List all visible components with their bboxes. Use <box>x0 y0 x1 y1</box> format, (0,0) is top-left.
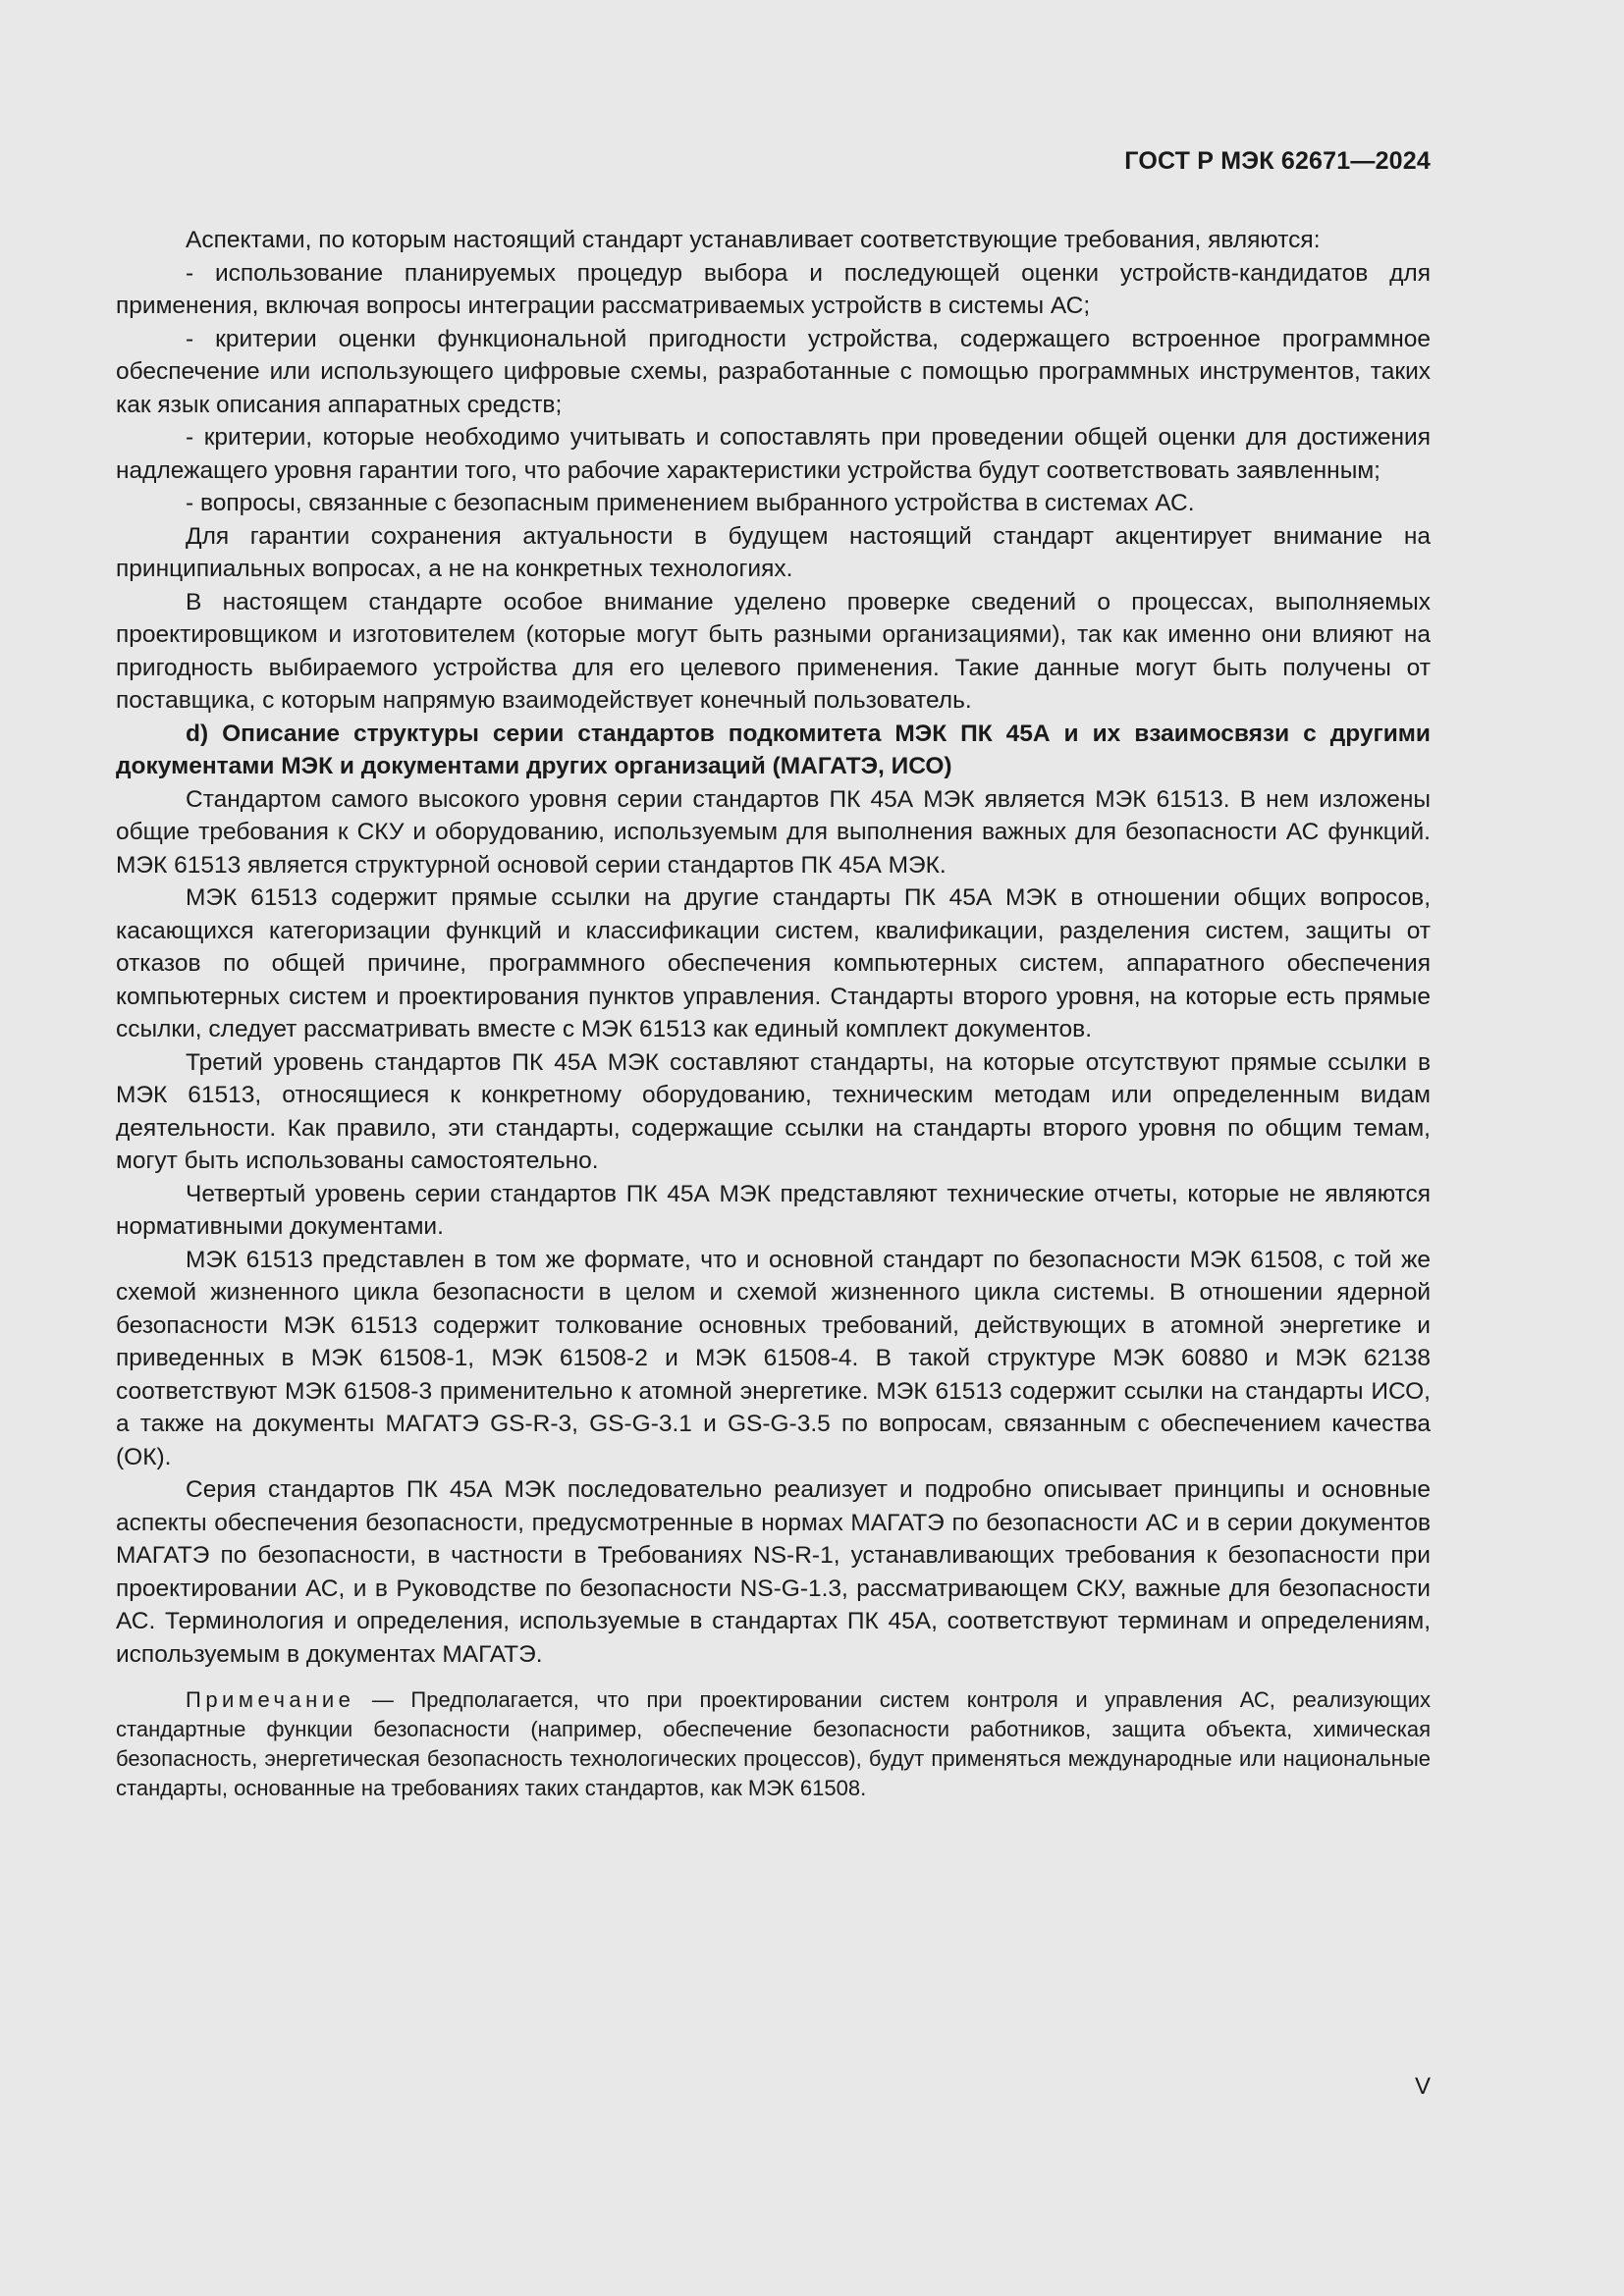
page-number: V <box>1414 2073 1431 2100</box>
document-body <box>116 224 1431 1803</box>
list-item: - вопросы, связанные с безопасным применением выбранного устройства в системах АС. <box>186 490 1195 516</box>
list-item: - критерии, которые необходимо учитывать и сопоставлять при проведении общей оценки для достижения надлежащего уровня гарантии того, что рабочие характеристики устройства будут соответствовать заявленным; <box>116 424 1431 484</box>
list-item: - критерии оценки функциональной пригодности устройства, содержащего встроенное программное обеспечение или использующего цифровые схемы, разработанные с помощью программных инструментов, таких как язык описания аппаратных средств; <box>116 325 1431 418</box>
note-text: — Предполагается, что при проектировании систем контроля и управления АС, реализующих стандартные функции безопасности (например, обеспечение безопасности работников, защита объекта, химическая безопасность, энергетическая безопасность технологических процессов), будут применяться международные или национальные стандарты, основанные на требованиях таких стандартов, как МЭК 61508. <box>116 1687 1431 1800</box>
body-paragraph: Серия стандартов ПК 45А МЭК последовательно реализует и подробно описывает принципы и основные аспекты обеспечения безопасности, предусмотренные в нормах МАГАТЭ по безопасности АС и в серии документов МАГАТЭ по безопасности, в частности в Требованиях NS-R-1, устанавливающих требования к безопасности при проектировании АС, и в Руководстве по безопасности NS-G-1.3, рассматривающем СКУ, важные для безопасности АС. Терминология и определения, используемые в стандартах ПК 45А, соответствуют терминам и определениям, используемым в документах МАГАТЭ. <box>116 1476 1431 1668</box>
document-code-header: ГОСТ Р МЭК 62671—2024 <box>1124 147 1431 175</box>
body-paragraph: Третий уровень стандартов ПК 45А МЭК составляют стандарты, на которые отсутствуют прямые ссылки в МЭК 61513, относящиеся к конкретному оборудованию, техническим методам или определенным видам деятельности. Как правило, эти стандарты, содержащие ссылки на стандарты второго уровня по общим темам, могут быть использованы самостоятельно. <box>116 1048 1431 1174</box>
body-paragraph: МЭК 61513 содержит прямые ссылки на другие стандарты ПК 45А МЭК в отношении общих вопросов, касающихся категоризации функций и классификации систем, квалификации, разделения систем, защиты от отказов по общей причине, программного обеспечения компьютерных систем, аппаратного обеспечения компьютерных систем и проектирования пунктов управления. Стандарты второго уровня, на которые есть прямые ссылки, следует рассматривать вместе с МЭК 61513 как единый комплект документов. <box>116 884 1431 1042</box>
body-paragraph: Стандартом самого высокого уровня серии стандартов ПК 45А МЭК является МЭК 61513. В нем изложены общие требования к СКУ и оборудованию, используемым для выполнения важных для безопасности АС функций. МЭК 61513 является структурной основой серии стандартов ПК 45А МЭК. <box>116 785 1431 879</box>
body-paragraph: МЭК 61513 представлен в том же формате, что и основной стандарт по безопасности МЭК 61508, с той же схемой жизненного цикла безопасности в целом и схемой жизненного цикла системы. В отношении ядерной безопасности МЭК 61513 содержит толкование основных требований, действующих в атомной энергетике и приведенных в МЭК 61508-1, МЭК 61508-2 и МЭК 61508-4. В такой структуре МЭК 60880 и МЭК 62138 соответствуют МЭК 61508-3 применительно к атомной энергетике. МЭК 61513 содержит ссылки на стандарты ИСО, а также на документы МАГАТЭ GS-R-3, GS-G-3.1 и GS-G-3.5 по вопросам, связанным с обеспечением качества (ОК). <box>116 1246 1431 1470</box>
body-paragraph: Для гарантии сохранения актуальности в будущем настоящий стандарт акцентирует внимание на принципиальных вопросах, а не на конкретных технологиях. <box>116 522 1431 582</box>
body-paragraph: В настоящем стандарте особое внимание уделено проверке сведений о процессах, выполняемых проектировщиком и изготовителем (которые могут быть разными организациями), так как именно они влияют на пригодность выбираемого устройства для его целевого применения. Такие данные могут быть получены от поставщика, с которым напрямую взаимодействует конечный пользователь. <box>116 588 1431 714</box>
note-paragraph <box>116 1685 1431 1803</box>
note-label: Примечание <box>186 1687 355 1712</box>
body-paragraph: Четвертый уровень серии стандартов ПК 45А МЭК представляют технические отчеты, которые не являются нормативными документами. <box>116 1180 1431 1240</box>
section-heading: d) Описание структуры серии стандартов подкомитета МЭК ПК 45А и их взаимосвязи с другими документами МЭК и документами других организаций (МАГАТЭ, ИСО) <box>116 720 1431 779</box>
list-item: - использование планируемых процедур выбора и последующей оценки устройств-кандидатов для применения, включая вопросы интеграции рассматриваемых устройств в системы АС; <box>116 259 1431 319</box>
intro-paragraph: Аспектами, по которым настоящий стандарт устанавливает соответствующие требования, являются: <box>186 227 1321 253</box>
